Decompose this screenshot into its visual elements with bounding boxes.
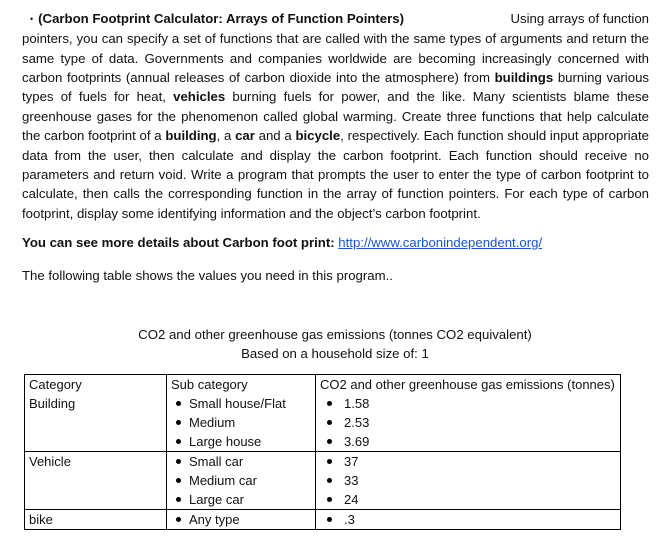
table-caption: CO2 and other greenhouse gas emissions (tonnes CO2 equivalent) [138,327,532,342]
category-building: Building [29,396,76,411]
list-item: Large car [171,490,311,509]
vehicle-values [320,452,616,509]
more-details-line [22,235,542,250]
building-subs [171,394,311,451]
table-row [25,510,621,530]
header-category-label: Category [29,377,82,392]
list-item: 37 [320,452,616,471]
bike-subs-cell [167,510,316,530]
list-item: 24 [320,490,616,509]
household-size: Based on a household size of: 1 [241,346,429,361]
bike-values [320,510,616,529]
list-item: Medium [171,413,311,432]
table-row [25,452,621,510]
list-item: Small house/Flat [171,394,311,413]
bike-subs [171,510,311,529]
problem-title: • (Carbon Footprint Calculator: Arrays of Function Pointers) [30,11,404,26]
emissions-table [24,374,621,530]
vehicle-subs-cell [167,452,316,510]
list-item: Any type [171,510,311,529]
list-item: Large house [171,432,311,451]
table-header-row [25,375,621,452]
building-values [320,394,616,451]
header-subcategory-label: Sub category [171,377,248,392]
more-details-label: You can see more details about Carbon foot print: [22,235,339,250]
list-item: 3.69 [320,432,616,451]
bullet-icon: • [30,13,34,24]
list-item: Medium car [171,471,311,490]
bike-values-cell [316,510,621,530]
vehicle-subs [171,452,311,509]
category-bike: bike [25,510,167,530]
list-item: 33 [320,471,616,490]
problem-body: pointers, you can specify a set of functions that are called with the same types of arguments and return the same type of data. Governments and companies worldwide are becoming increasingly concerned with carbon footprints (annual releases of carbon dioxide into the atmosphere) from buildings burning various types of fuels for heat, vehicles burning fuels for power, and the like. Many scientists blame these greenhouse gases for the phenomenon called global warming. Create three functions that help calculate the carbon footprint of a building, a car and a bicycle, respectively. Each function should input appropriate data from the user, then calculate and display the carbon footprint. Each function should receive no parameters and return void. Write a program that prompts the user to enter the type of carbon footprint to calculate, then calls the corresponding function in the array of function pointers. For each type of carbon footprint, display some identifying information and the object’s carbon footprint. [22,31,649,221]
list-item: .3 [320,510,616,529]
header-subcategory [167,375,316,452]
problem-heading-line [22,9,649,29]
problem-lead-text: Using arrays of function [510,11,649,26]
carbon-link[interactable]: http://www.carbonindependent.org/ [338,235,543,250]
header-emissions [316,375,621,452]
list-item: Small car [171,452,311,471]
header-category [25,375,167,452]
problem-description [22,9,649,223]
following-text: The following table shows the values you need in this program.. [22,268,393,283]
list-item: 2.53 [320,413,616,432]
header-emissions-label: CO2 and other greenhouse gas emissions (tonnes) [320,377,615,392]
category-vehicle: Vehicle [25,452,167,510]
list-item: 1.58 [320,394,616,413]
vehicle-values-cell [316,452,621,510]
